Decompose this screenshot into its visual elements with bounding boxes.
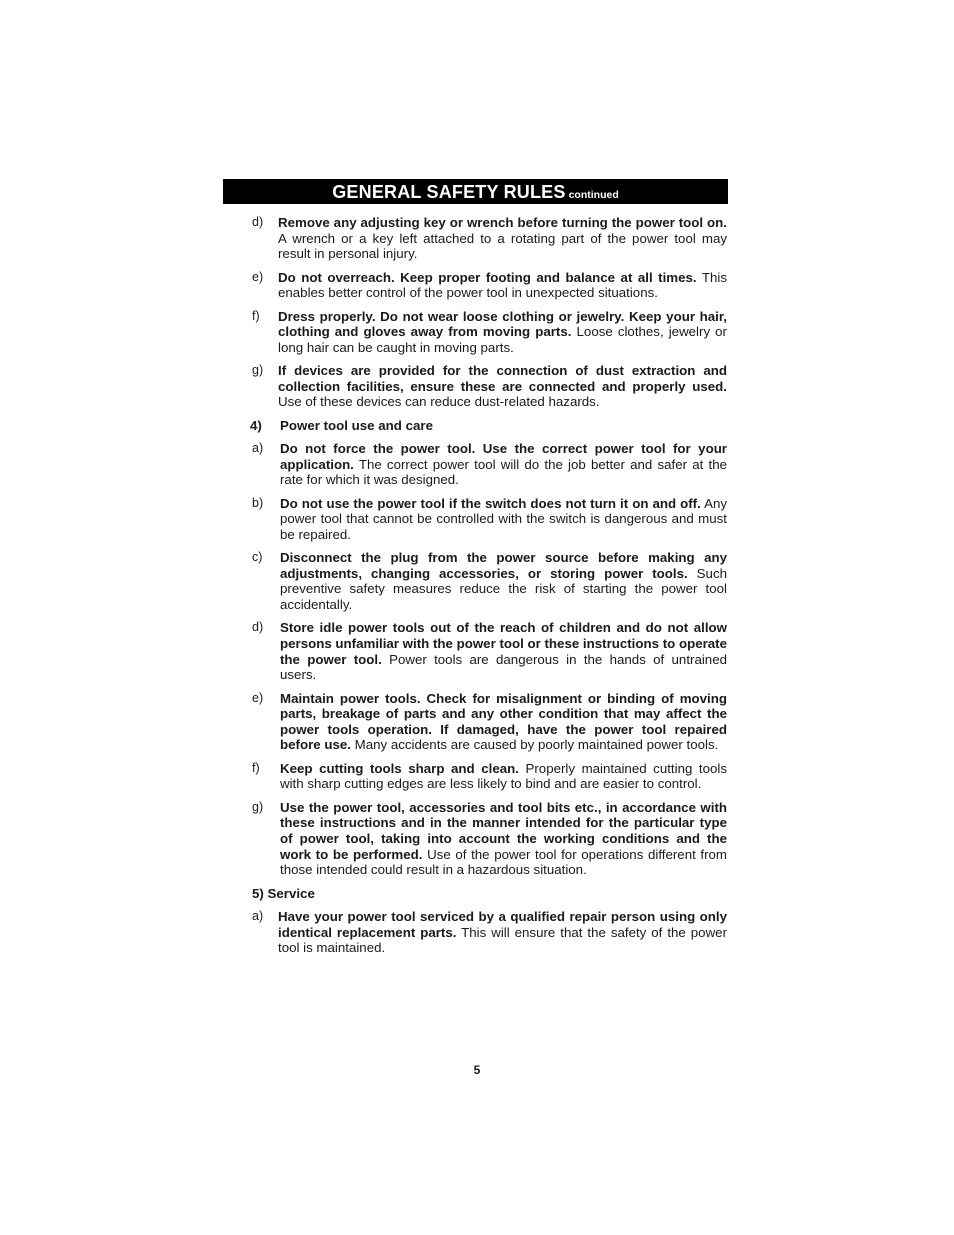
rule-item [250,441,727,488]
rule-marker: a) [252,908,264,923]
rule-body: A wrench or a key left attached to a rotating part of the power tool may result in personal injury. [278,230,727,262]
rule-marker: e) [252,269,264,284]
rule-lead: If devices are provided for the connection of dust extraction and collection facilities, ensure these are connected and properly used. [278,363,727,394]
rule-body: Loose clothes, jewelry or long hair can be caught in moving parts. [278,324,727,355]
rule-lead: Have your power tool serviced by a qualified repair person using only identical replacement parts. [278,908,727,940]
rule-lead: Do not overreach. Keep proper footing and balance at all times. [278,269,697,285]
rule-item [250,909,727,956]
rule-marker: g) [252,799,264,814]
rule-lead: Do not use the power tool if the switch does not turn it on and off. [280,495,701,511]
rule-item [250,691,727,753]
rule-lead: Disconnect the plug from the power source before making any adjustments, changing accessories, or storing power tools. [280,550,727,581]
rule-item [250,761,727,792]
rules-content [250,215,727,964]
rule-lead: Use the power tool, accessories and tool bits etc., in accordance with these instructions and in the manner intended for the particular type of power tool, taking into account the working conditions and the work to be performed. [280,799,727,862]
rule-marker: f) [252,308,260,323]
rule-item [250,550,727,612]
rule-lead: Store idle power tools out of the reach of children and do not allow persons unfamiliar with the power tool or these instructions to operate the power tool. [280,620,727,667]
rule-item [250,800,727,878]
rule-marker: d) [252,215,264,229]
section-heading-power-tool-use [250,418,727,434]
rule-marker: c) [252,550,263,565]
rule-marker: f) [252,760,260,775]
rule-item [250,270,727,301]
rule-item [250,215,727,262]
rule-body: Use of the power tool for operations different from those intended could result in a hazardous situation. [280,846,728,878]
rule-marker: b) [252,495,264,510]
section-number: 4) [250,417,262,433]
rule-body: Such preventive safety measures reduce the risk of starting the power tool accidentally. [280,565,727,613]
rule-marker: d) [252,620,264,635]
rule-body: Properly maintained cutting tools with sharp cutting edges are less likely to bind and are easier to control. [280,760,727,792]
rule-body: This will ensure that the safety of the power tool is maintained. [278,924,727,956]
rule-marker: g) [252,363,264,378]
rule-lead: Keep cutting tools sharp and clean. [280,760,519,776]
rule-body: Power tools are dangerous in the hands of untrained users. [280,651,727,683]
section-header-bar [223,179,728,204]
rule-lead: Dress properly. Do not wear loose clothing or jewelry. Keep your hair, clothing and gloves away from moving parts. [278,308,727,340]
rule-item [250,363,727,410]
rule-item [250,496,727,543]
section-title: Power tool use and care [280,417,433,433]
rule-marker: e) [252,690,264,705]
rule-marker: a) [252,441,264,456]
rule-body: The correct power tool will do the job better and safer at the rate for which it was designed. [280,456,727,488]
rule-lead: Remove any adjusting key or wrench before turning the power tool on. [278,215,727,230]
page-number: 5 [473,1063,481,1077]
rule-lead: Do not force the power tool. Use the correct power tool for your application. [280,441,727,472]
rule-body: Any power tool that cannot be controlled with the switch is dangerous and must be repaired. [280,495,727,542]
rule-lead: Maintain power tools. Check for misalignment or binding of moving parts, breakage of parts and any other condition that may affect the power tools operation. If damaged, have the power tool repaired before use. [280,690,727,753]
section-title: 5) Service [252,885,315,901]
rule-body: This enables better control of the power tool in unexpected situations. [278,269,727,301]
rule-body: Many accidents are caused by poorly maintained power tools. [350,737,719,753]
rule-body: Use of these devices can reduce dust-related hazards. [278,394,600,410]
page-subtitle: continued [568,189,619,201]
section-heading-service [250,886,727,902]
page-title: GENERAL SAFETY RULES [332,182,566,202]
rule-item [250,309,727,356]
rule-item [250,620,727,682]
